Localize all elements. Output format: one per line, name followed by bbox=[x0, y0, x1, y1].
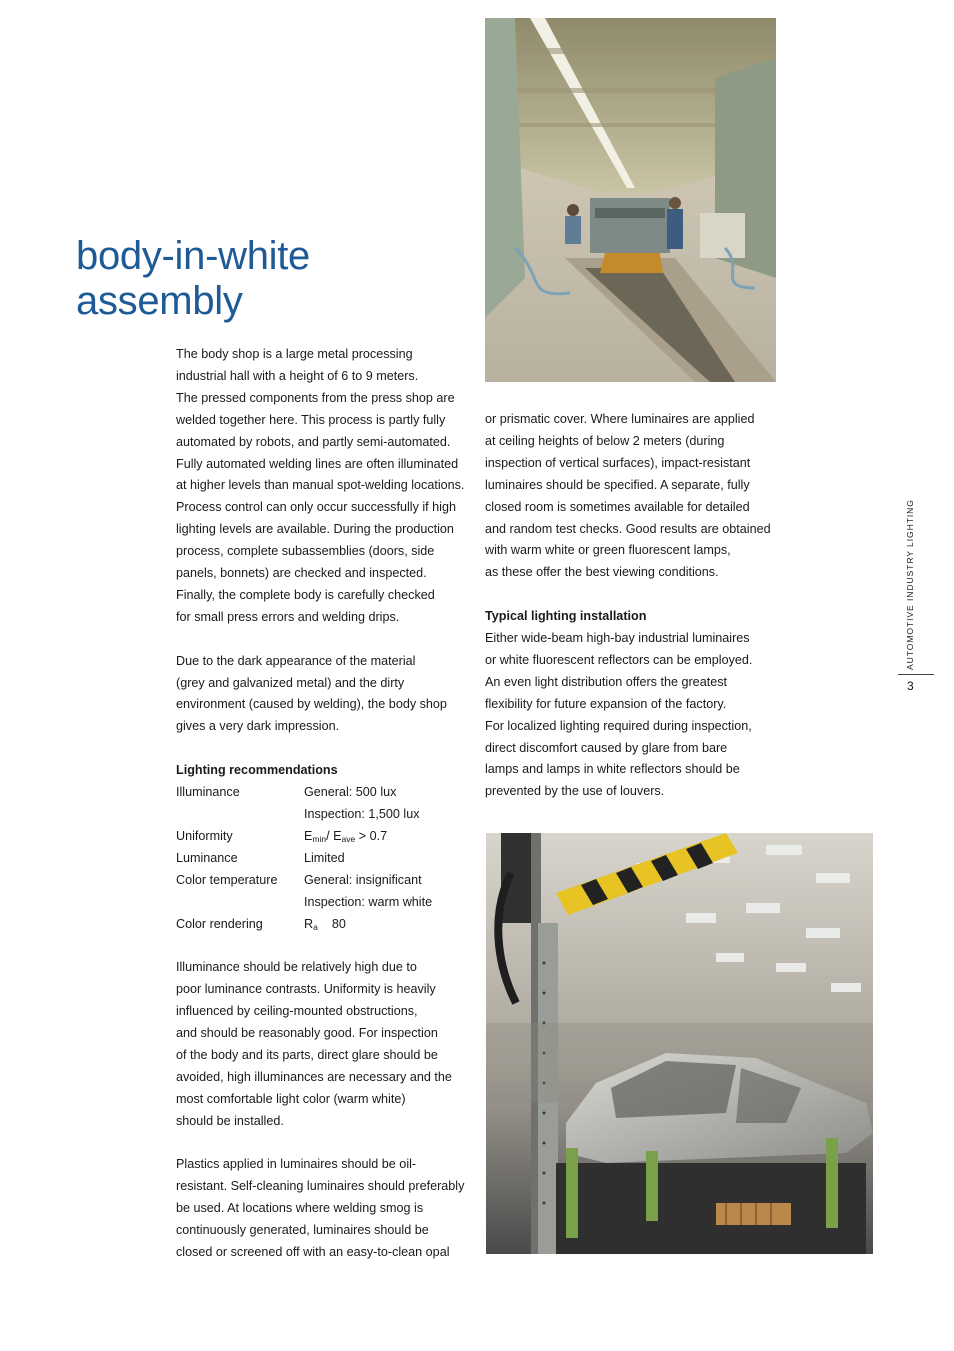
page-number: 3 bbox=[907, 679, 914, 693]
table-row: Uniformity $E_{min}/$ $E_{ave} > 0.7$ bbox=[176, 828, 388, 844]
car-body-inspection-photo bbox=[486, 833, 873, 1254]
plastics-paragraph: Plastics applied in luminaires should be oil- resistant. Self-cleaning luminaires should preferably be used. At locations where welding smog is continuously generated, luminaires should be closed or screened off with an easy-to-clean opal bbox=[176, 1157, 465, 1260]
recommendations-heading: Lighting recommendations bbox=[176, 763, 338, 778]
title-line-2: assembly bbox=[76, 279, 243, 323]
table-row: Luminance Limited bbox=[176, 850, 345, 865]
intro-paragraph: The body shop is a large metal processing industrial hall with a height of 6 to 9 meters. The pressed components from the press shop are welded together here. This process is partly fully automated by robots, and partly semi-automated. Fully automated welding lines are often illuminated at higher levels than manual spot-welding locations. Process control can only occur successfully if high lighting levels are available. During the production process, complete subassemblies (doors, side panels, bonnets) are checked and inspected. Finally, the complete body is carefully checked for small press errors and welding drips. bbox=[176, 347, 465, 624]
illuminance-paragraph: Illuminance should be relatively high due to poor luminance contrasts. Uniformity is heavily influenced by ceiling-mounted obstructions, and should be reasonably good. For inspection of the body and its parts, direct glare should be avoided, high illuminances are necessary and the most comfortable light color (warm white) should be installed. bbox=[176, 960, 452, 1128]
table-row: Inspection: 1,500 lux bbox=[304, 807, 420, 821]
dark-appearance-paragraph: Due to the dark appearance of the material (grey and galvanized metal) and the dirty environment (caused by welding), the body shop gives a very dark impression. bbox=[176, 653, 447, 734]
table-row: Inspection: warm white bbox=[304, 894, 433, 909]
side-divider bbox=[898, 674, 934, 675]
page-title bbox=[76, 234, 310, 324]
left-column bbox=[176, 344, 476, 1264]
factory-hall-photo bbox=[485, 18, 776, 382]
table-row: Color rendering $R_a$ 80 bbox=[176, 916, 346, 932]
cover-paragraph: or prismatic cover. Where luminaires are applied at ceiling heights of below 2 meters (during inspection of vertical surfaces), impact-resistant luminaires should be specified. A separate, fully closed room is sometimes available for detailed and random test checks. Good results are obtained with warm white or green fluorescent lamps, as these offer the best viewing conditions. bbox=[485, 412, 771, 580]
recommendations-table bbox=[176, 782, 432, 935]
table-row: Color temperature General: insignificant bbox=[176, 872, 422, 887]
title-line-1: body-in-white bbox=[76, 234, 310, 278]
right-column bbox=[485, 409, 785, 803]
table-row: Illuminance General: 500 lux bbox=[176, 785, 397, 800]
installation-heading: Typical lighting installation bbox=[485, 609, 647, 624]
section-label: AUTOMOTIVE INDUSTRY LIGHTING bbox=[905, 499, 915, 670]
installation-paragraph: Either wide-beam high-bay industrial luminaires or white fluorescent reflectors can be employed. An even light distribution offers the greatest flexibility for future expansion of the factory. For localized lighting required during inspection, direct discomfort caused by glare from bare lamps and lamps in white reflectors should be prevented by the use of louvers. bbox=[485, 631, 753, 799]
